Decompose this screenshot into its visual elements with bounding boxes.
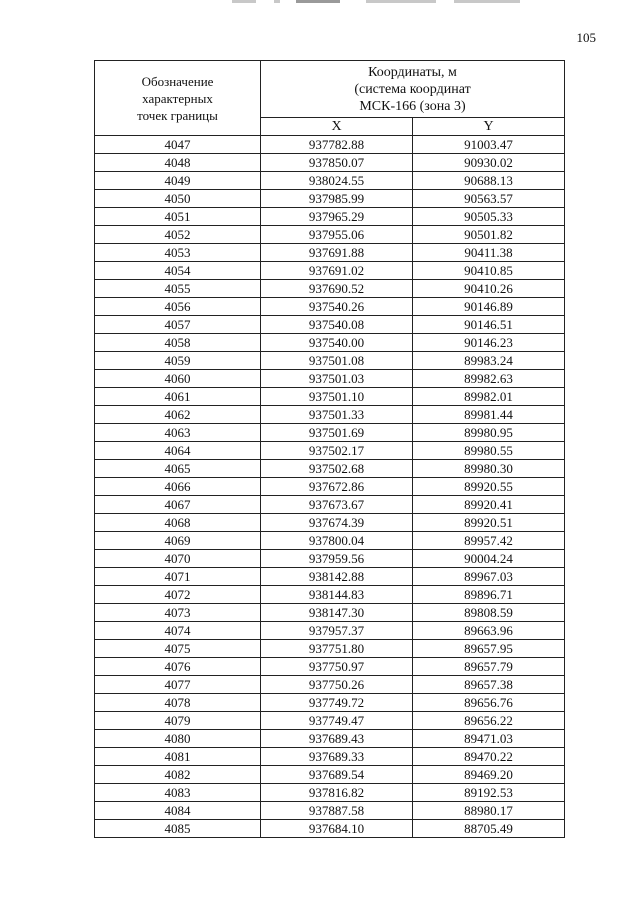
header-row-top (95, 61, 565, 118)
cell-x: 937957.37 (261, 622, 413, 640)
cell-y: 89982.01 (413, 388, 565, 406)
cell-y: 90410.85 (413, 262, 565, 280)
table-row (95, 676, 565, 694)
header-point-designation: Обозначение характерных точек границы (95, 61, 261, 136)
table-row (95, 370, 565, 388)
cell-y: 89981.44 (413, 406, 565, 424)
cell-y: 89920.41 (413, 496, 565, 514)
cell-x: 937750.97 (261, 658, 413, 676)
cell-x: 937887.58 (261, 802, 413, 820)
cell-point-id: 4071 (95, 568, 261, 586)
cell-y: 89920.51 (413, 514, 565, 532)
cell-point-id: 4059 (95, 352, 261, 370)
table-row (95, 190, 565, 208)
table-row (95, 784, 565, 802)
table-row (95, 460, 565, 478)
cell-point-id: 4057 (95, 316, 261, 334)
cell-x: 937689.33 (261, 748, 413, 766)
page-number: 105 (576, 30, 596, 45)
table-row (95, 532, 565, 550)
cell-point-id: 4058 (95, 334, 261, 352)
cell-y: 89657.79 (413, 658, 565, 676)
cell-y: 89980.55 (413, 442, 565, 460)
cell-point-id: 4069 (95, 532, 261, 550)
cell-point-id: 4074 (95, 622, 261, 640)
table-row (95, 298, 565, 316)
cell-point-id: 4054 (95, 262, 261, 280)
cell-y: 89663.96 (413, 622, 565, 640)
cell-point-id: 4079 (95, 712, 261, 730)
cell-y: 89980.95 (413, 424, 565, 442)
table-row (95, 442, 565, 460)
cell-y: 89920.55 (413, 478, 565, 496)
cell-x: 937674.39 (261, 514, 413, 532)
table-row (95, 424, 565, 442)
cell-y: 89808.59 (413, 604, 565, 622)
cell-point-id: 4075 (95, 640, 261, 658)
cell-point-id: 4053 (95, 244, 261, 262)
cell-x: 937691.02 (261, 262, 413, 280)
table-row (95, 136, 565, 154)
cell-x: 937540.08 (261, 316, 413, 334)
table-row (95, 478, 565, 496)
cell-y: 89957.42 (413, 532, 565, 550)
table-row (95, 316, 565, 334)
cell-point-id: 4056 (95, 298, 261, 316)
cell-x: 938144.83 (261, 586, 413, 604)
cell-x: 937749.47 (261, 712, 413, 730)
table-row (95, 496, 565, 514)
table-row (95, 622, 565, 640)
table-row (95, 208, 565, 226)
cell-x: 937985.99 (261, 190, 413, 208)
cell-x: 937965.29 (261, 208, 413, 226)
cell-y: 88980.17 (413, 802, 565, 820)
cell-point-id: 4082 (95, 766, 261, 784)
cell-y: 89967.03 (413, 568, 565, 586)
cell-x: 937501.03 (261, 370, 413, 388)
cell-x: 937540.00 (261, 334, 413, 352)
cell-y: 90688.13 (413, 172, 565, 190)
header-coordinates: Координаты, м (система координат МСК-166 (зона 3) (261, 61, 565, 118)
cell-point-id: 4083 (95, 784, 261, 802)
cell-y: 90411.38 (413, 244, 565, 262)
cell-x: 937782.88 (261, 136, 413, 154)
cell-point-id: 4060 (95, 370, 261, 388)
cell-x: 937800.04 (261, 532, 413, 550)
cell-point-id: 4072 (95, 586, 261, 604)
cell-point-id: 4080 (95, 730, 261, 748)
scan-artifact (232, 0, 532, 4)
cell-x: 937684.10 (261, 820, 413, 838)
cell-point-id: 4067 (95, 496, 261, 514)
cell-x: 937689.43 (261, 730, 413, 748)
cell-point-id: 4063 (95, 424, 261, 442)
header-x: X (261, 118, 413, 136)
cell-y: 89656.76 (413, 694, 565, 712)
cell-y: 89471.03 (413, 730, 565, 748)
cell-point-id: 4070 (95, 550, 261, 568)
table-row (95, 550, 565, 568)
cell-x: 937673.67 (261, 496, 413, 514)
table-row (95, 748, 565, 766)
cell-x: 938024.55 (261, 172, 413, 190)
cell-y: 89657.95 (413, 640, 565, 658)
cell-point-id: 4052 (95, 226, 261, 244)
cell-y: 90563.57 (413, 190, 565, 208)
cell-point-id: 4061 (95, 388, 261, 406)
cell-x: 938147.30 (261, 604, 413, 622)
table-row (95, 730, 565, 748)
cell-point-id: 4055 (95, 280, 261, 298)
table-row (95, 262, 565, 280)
cell-y: 90501.82 (413, 226, 565, 244)
table-row (95, 712, 565, 730)
cell-y: 90146.23 (413, 334, 565, 352)
table-row (95, 694, 565, 712)
cell-y: 89982.63 (413, 370, 565, 388)
cell-y: 89470.22 (413, 748, 565, 766)
table-row (95, 154, 565, 172)
cell-x: 937816.82 (261, 784, 413, 802)
table-row (95, 820, 565, 838)
cell-point-id: 4065 (95, 460, 261, 478)
coordinates-table (94, 60, 565, 838)
cell-x: 937750.26 (261, 676, 413, 694)
cell-x: 937691.88 (261, 244, 413, 262)
table-row (95, 568, 565, 586)
cell-y: 89980.30 (413, 460, 565, 478)
table-row (95, 352, 565, 370)
table-row (95, 802, 565, 820)
table-row (95, 172, 565, 190)
cell-point-id: 4068 (95, 514, 261, 532)
cell-point-id: 4048 (95, 154, 261, 172)
cell-x: 937540.26 (261, 298, 413, 316)
cell-point-id: 4050 (95, 190, 261, 208)
cell-y: 89192.53 (413, 784, 565, 802)
cell-point-id: 4066 (95, 478, 261, 496)
cell-y: 90146.51 (413, 316, 565, 334)
cell-y: 89896.71 (413, 586, 565, 604)
table-row (95, 388, 565, 406)
cell-x: 937959.56 (261, 550, 413, 568)
cell-x: 938142.88 (261, 568, 413, 586)
cell-point-id: 4081 (95, 748, 261, 766)
table-body (95, 136, 565, 838)
table-row (95, 334, 565, 352)
cell-point-id: 4077 (95, 676, 261, 694)
cell-y: 89656.22 (413, 712, 565, 730)
cell-y: 91003.47 (413, 136, 565, 154)
cell-point-id: 4051 (95, 208, 261, 226)
cell-x: 937749.72 (261, 694, 413, 712)
cell-y: 90410.26 (413, 280, 565, 298)
cell-y: 88705.49 (413, 820, 565, 838)
table-row (95, 244, 565, 262)
cell-y: 90004.24 (413, 550, 565, 568)
cell-x: 937672.86 (261, 478, 413, 496)
cell-y: 89983.24 (413, 352, 565, 370)
table-row (95, 514, 565, 532)
cell-x: 937502.68 (261, 460, 413, 478)
cell-point-id: 4047 (95, 136, 261, 154)
table-row (95, 586, 565, 604)
cell-point-id: 4062 (95, 406, 261, 424)
table-row (95, 604, 565, 622)
cell-x: 937955.06 (261, 226, 413, 244)
table-row (95, 766, 565, 784)
cell-x: 937501.69 (261, 424, 413, 442)
cell-point-id: 4085 (95, 820, 261, 838)
cell-y: 89469.20 (413, 766, 565, 784)
cell-x: 937502.17 (261, 442, 413, 460)
cell-x: 937501.33 (261, 406, 413, 424)
cell-point-id: 4064 (95, 442, 261, 460)
cell-y: 90505.33 (413, 208, 565, 226)
table-row (95, 280, 565, 298)
cell-x: 937690.52 (261, 280, 413, 298)
cell-x: 937689.54 (261, 766, 413, 784)
cell-y: 90930.02 (413, 154, 565, 172)
table-row (95, 640, 565, 658)
cell-point-id: 4076 (95, 658, 261, 676)
table-row (95, 226, 565, 244)
cell-y: 89657.38 (413, 676, 565, 694)
table-header (95, 61, 565, 136)
cell-y: 90146.89 (413, 298, 565, 316)
table-row (95, 658, 565, 676)
header-y: Y (413, 118, 565, 136)
cell-point-id: 4078 (95, 694, 261, 712)
cell-x: 937751.80 (261, 640, 413, 658)
cell-point-id: 4073 (95, 604, 261, 622)
cell-x: 937501.10 (261, 388, 413, 406)
cell-x: 937850.07 (261, 154, 413, 172)
cell-x: 937501.08 (261, 352, 413, 370)
cell-point-id: 4049 (95, 172, 261, 190)
cell-point-id: 4084 (95, 802, 261, 820)
table-row (95, 406, 565, 424)
